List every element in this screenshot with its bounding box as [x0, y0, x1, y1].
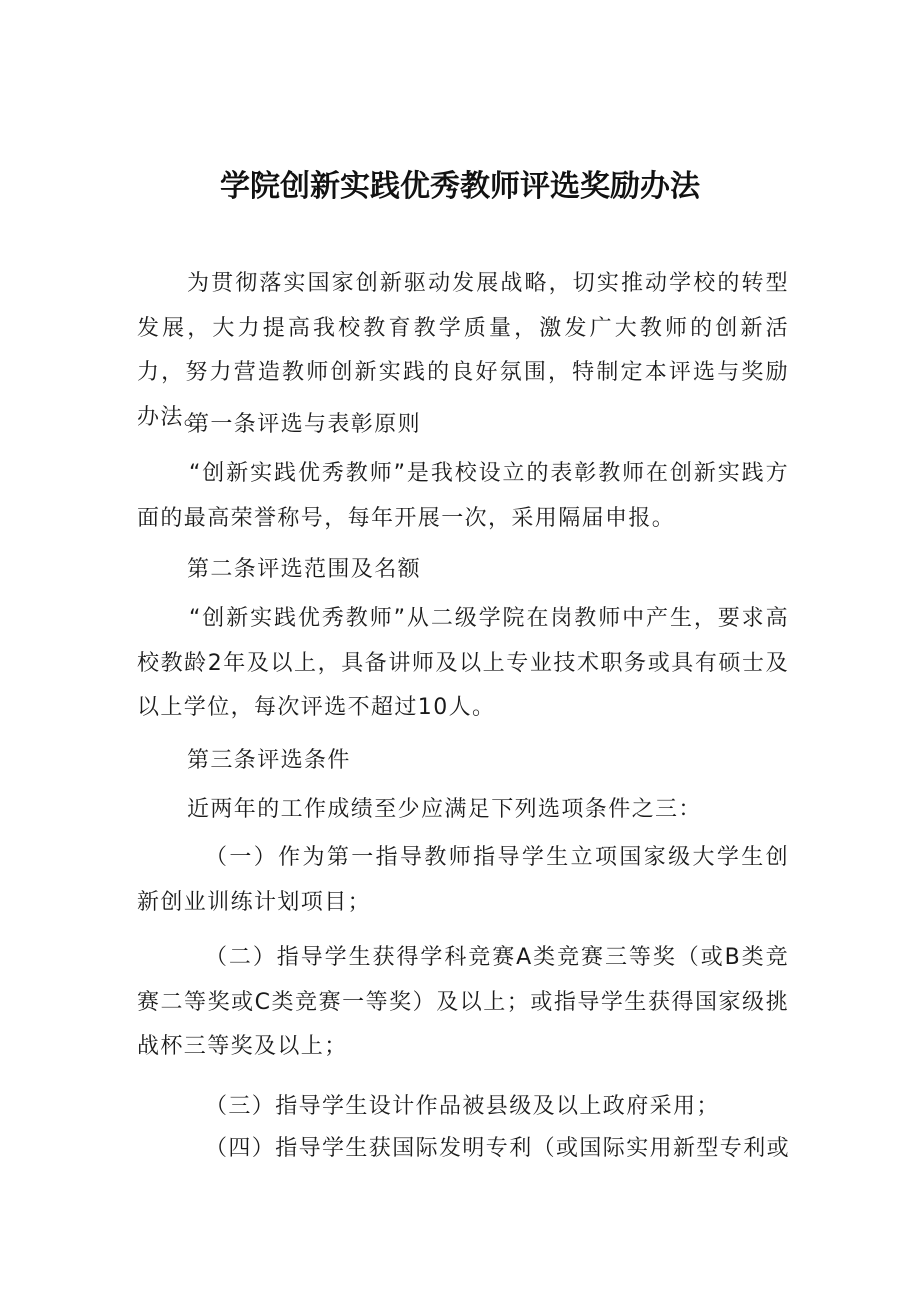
article1-body: “创新实践优秀教师”是我校设立的表彰教师在创新实践方面的最高荣誉称号，每年开展一次，采用隔届申报。	[137, 461, 789, 531]
article2-body: “创新实践优秀教师”从二级学院在岗教师中产生，要求高校教龄2年及以上，具备讲师及以上专业技术职务或具有硕士及以上学位，每次评选不超过10人。	[137, 606, 789, 720]
article3-heading: 第三条评选条件	[187, 748, 351, 773]
article2-heading: 第二条评选范围及名额	[187, 557, 422, 582]
condition-item-1: （一）作为第一指导教师指导学生立项国家级大学生创新创业训练计划项目；	[137, 845, 789, 915]
condition-item-3: （三）指导学生设计作品被县级及以上政府采用；	[205, 1094, 720, 1119]
intro-paragraph: 为贯彻落实国家创新驱动发展战略，切实推动学校的转型发展，大力提高我校教育教学质量，激发广大教师的创新活力，努力营造教师创新实践的良好氛围，特制定本评选与奖励办法。	[137, 271, 789, 430]
article1-heading: 第一条评选与表彰原则	[187, 412, 422, 437]
document-title: 学院创新实践优秀教师评选奖励办法	[220, 169, 700, 204]
article3-intro: 近两年的工作成绩至少应满足下列选项条件之三：	[187, 797, 702, 822]
condition-item-4: （四）指导学生获国际发明专利（或国际实用新型专利或	[205, 1136, 791, 1161]
condition-item-2: （二）指导学生获得学科竞赛A类竞赛三等奖（或B类竞赛二等奖或C类竞赛一等奖）及以上；或指导学生获得国家级挑战杯三等奖及以上；	[137, 945, 789, 1059]
